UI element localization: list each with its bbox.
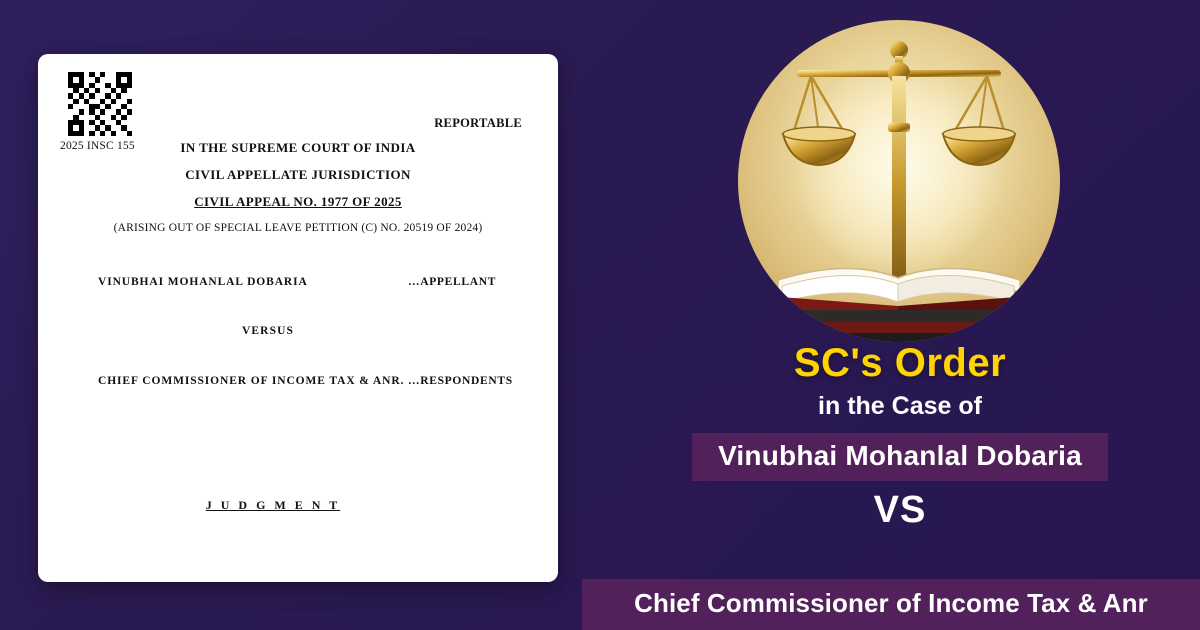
court-name: IN THE SUPREME COURT OF INDIA (180, 140, 416, 155)
respondent-row (38, 375, 558, 387)
banner-pane (600, 0, 1200, 630)
title-sub: in the Case of (818, 392, 982, 420)
document-body (38, 54, 558, 582)
court-heading (38, 140, 558, 234)
title-main: SC's Order (793, 341, 1007, 385)
court-jurisdiction: CIVIL APPELLATE JURISDICTION (185, 167, 411, 182)
case-number: CIVIL APPEAL NO. 1977 OF 2025 (194, 194, 402, 209)
respondent-tag: …RESPONDENTS (408, 375, 513, 387)
party-two-band: Chief Commissioner of Income Tax & Anr (582, 579, 1200, 630)
versus-label: VERSUS (242, 325, 294, 337)
books-graphic (738, 222, 1060, 342)
title-block (600, 342, 1200, 532)
appellant-name: VINUBHAI MOHANLAL DOBARIA (98, 276, 308, 288)
judgment-heading (38, 496, 558, 514)
parties-block (38, 276, 558, 387)
party-one-band: Vinubhai Mohanlal Dobaria (692, 433, 1108, 481)
judgment-label: J U D G M E N T (205, 498, 341, 512)
respondent-name: CHIEF COMMISSIONER OF INCOME TAX & ANR. (98, 375, 405, 387)
vs-label: VS (873, 489, 927, 531)
law-books-icon (738, 222, 1060, 342)
qr-code-icon (68, 72, 132, 136)
arising-out-of: (ARISING OUT OF SPECIAL LEAVE PETITION (C) NO. 20519 OF 2024) (113, 222, 483, 234)
appellant-row (38, 276, 558, 288)
scales-of-justice-icon (738, 20, 1060, 342)
party-two-band-wrap (582, 579, 1200, 630)
insc-number: 2025 INSC 155 (60, 140, 135, 152)
reportable-label: REPORTABLE (434, 116, 522, 130)
appellant-tag: …APPELLANT (408, 276, 497, 288)
judgment-document-card (38, 54, 558, 582)
